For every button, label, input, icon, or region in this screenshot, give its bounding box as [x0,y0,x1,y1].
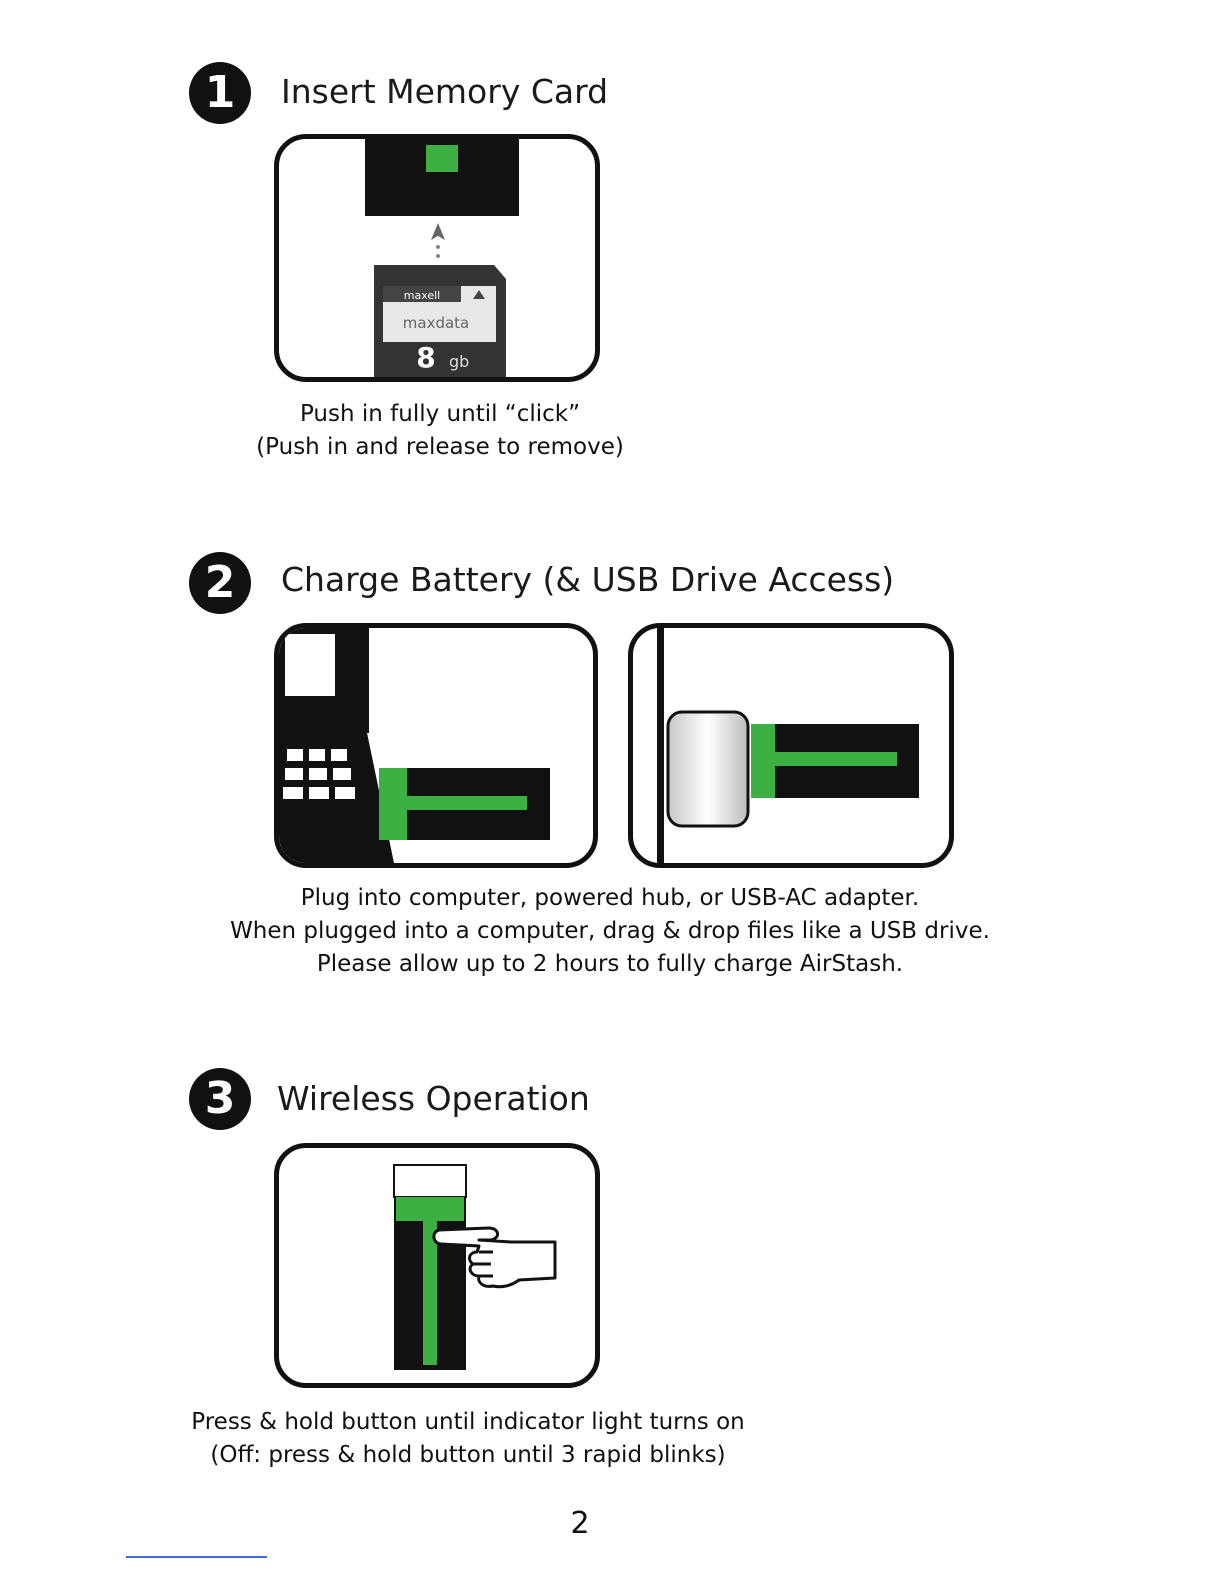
airstash-upright [394,1165,466,1370]
laptop-charge-illustration [274,623,598,868]
wall-line [657,628,664,863]
step-1-number: 1 [189,62,251,124]
adapter-charge-illustration [628,623,954,868]
card-capacity: 8 [416,341,436,374]
usb-adapter-icon [668,712,748,826]
step-2-title: Charge Battery (& USB Drive Access) [281,560,895,599]
wireless-button-illustration [274,1143,600,1388]
step-3-caption [150,1406,786,1472]
sd-card-icon [374,265,506,377]
page-number: 2 [570,1506,590,1541]
card-brand: maxell [403,289,441,302]
step-2-caption [180,882,1040,981]
step-1-caption [180,398,700,464]
step-1-caption-line-2: (Push in and release to remove) [256,434,624,460]
step-2-caption-line-1: Plug into computer, powered hub, or USB-AC adapter. [300,885,920,911]
laptop-icon [279,628,395,863]
step-3-number: 3 [189,1068,251,1130]
arrow-up-icon [431,223,445,258]
card-slot-green [426,145,458,172]
step-2-caption-line-3: Please allow up to 2 hours to fully charge AirStash. [316,951,904,977]
step-2-number: 2 [189,552,251,614]
card-unit: gb [449,352,470,371]
card-line: maxdata [402,314,470,332]
step-2-caption-line-2: When plugged into a computer, drag & drop files like a USB drive. [230,918,990,944]
step-3-caption-line-2: (Off: press & hold button until 3 rapid blinks) [210,1442,726,1468]
airstash-adapter-plugged [751,724,919,798]
step-3-caption-line-1: Press & hold button until indicator light turns on [191,1409,745,1435]
step-1-title: Insert Memory Card [281,72,609,111]
airstash-usb-plugged [379,768,550,840]
insert-card-illustration [274,134,600,382]
step-3-title: Wireless Operation [277,1079,590,1118]
footer-divider [126,1556,267,1558]
step-1-caption-line-1: Push in fully until “click” [299,401,581,427]
